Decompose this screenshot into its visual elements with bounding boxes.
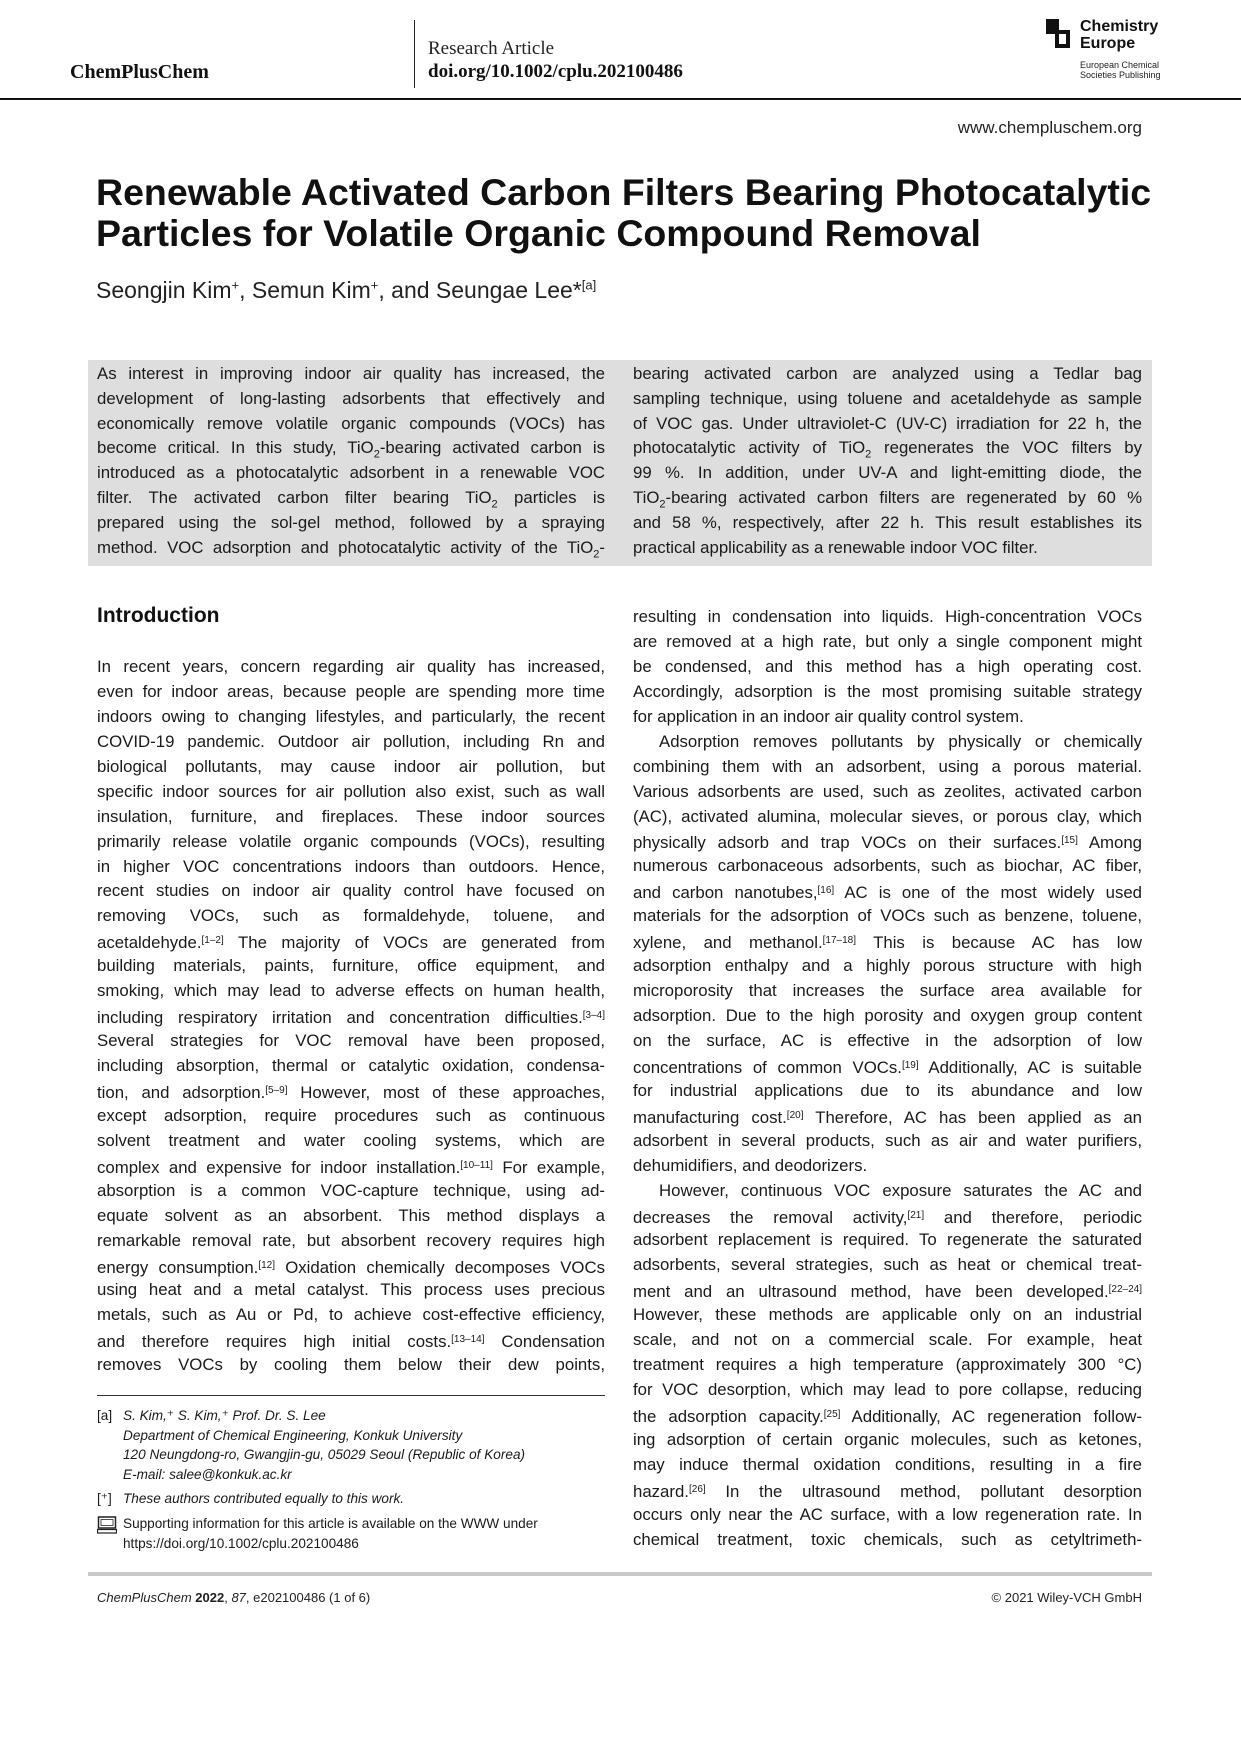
text-line: for VOC desorption, which may lead to pore collapse, reducing (633, 1380, 1142, 1400)
text-line: using heat and a metal catalyst. This process uses precious (97, 1280, 605, 1300)
text-line: Accordingly, adsorption is the most promising suitable strategy (633, 681, 1142, 701)
text-line: even for indoor areas, because people are spending more time (97, 681, 605, 701)
text-line: hazard.[26] In the ultrasound method, pollutant desorption (633, 1481, 1142, 1501)
text-line: ment and an ultrasound method, have been developed.[22–24] (633, 1282, 1142, 1302)
chemistry-europe-logo-icon (1046, 19, 1076, 51)
text-line: and therefore requires high initial costs.[13–14] Condensation (97, 1332, 605, 1352)
article-title (96, 172, 1156, 254)
text-line: metals, such as Au or Pd, to achieve cost-effective efficiency, (97, 1305, 605, 1325)
text-line: tion, and adsorption.[5–9] However, most of these approaches, (97, 1082, 605, 1102)
author: Semun Kim (251, 277, 371, 303)
text-line: economically remove volatile organic compounds (VOCs) has (97, 413, 605, 433)
text-line: of VOC gas. Under ultraviolet-C (UV-C) irradiation for 22 h, the (633, 413, 1142, 433)
journal-name: ChemPlusChem (70, 61, 209, 83)
doi-link[interactable]: doi.org/10.1002/cplu.202100486 (428, 61, 683, 82)
computer-icon (97, 1516, 117, 1534)
text-line: Several strategies for VOC removal have been proposed, (97, 1031, 605, 1051)
title-line: Renewable Activated Carbon Filters Bearing Photocatalytic (96, 171, 1152, 213)
text-line: resulting in condensation into liquids. High-concentration VOCs (633, 607, 1142, 626)
text-line: insulation, furniture, and fireplaces. These indoor sources (97, 806, 605, 826)
text-line: Various adsorbents are used, such as zeolites, activated carbon (633, 781, 1142, 801)
text-line: In recent years, concern regarding air quality has increased, (97, 657, 605, 676)
text-line: are removed at a high rate, but only a single component might (633, 631, 1142, 651)
footnote-supporting-info: Supporting information for this article is available on the WWW under https://doi.org/10.1002/cplu.202100486 (97, 1514, 605, 1553)
text-line: adsorbent replacement is required. To regenerate the saturated (633, 1230, 1142, 1250)
text-line: adsorbent in several products, such as air and water purifiers, (633, 1130, 1142, 1150)
abstract-right-column (633, 362, 1142, 560)
text-line: (AC), activated alumina, molecular sieves, or porous clay, which (633, 806, 1142, 826)
text-line: 99 %. In addition, under UV-A and light-emitting diode, the (633, 463, 1142, 483)
email-link[interactable]: E-mail: salee@konkuk.ac.kr (123, 1466, 292, 1482)
text-line: for application in an indoor air quality control system. (633, 706, 1024, 726)
text-line: acetaldehyde.[1–2] The majority of VOCs are generated from (97, 933, 605, 953)
supporting-info-link[interactable]: https://doi.org/10.1002/cplu.202100486 (123, 1535, 359, 1551)
text-line: adsorption enthalpy and a highly porous structure with high (633, 956, 1142, 976)
text-line: However, these methods are applicable only on an industrial (633, 1305, 1142, 1325)
author: Seongjin Kim (96, 277, 232, 303)
publisher-subtitle: European Chemical Societies Publishing (1080, 60, 1161, 80)
text-line: including absorption, thermal or catalytic oxidation, condensa- (97, 1056, 605, 1075)
body-left-column (97, 655, 605, 1378)
text-line: introduced as a photocatalytic adsorbent in a renewable VOC (97, 463, 605, 483)
footnote-equal-contribution: [⁺] These authors contributed equally to this work. (97, 1491, 405, 1506)
footer-copyright: © 2021 Wiley-VCH GmbH (991, 1590, 1142, 1605)
author-list: Seongjin Kim+, Semun Kim+, and Seungae Lee*[a] (96, 277, 597, 303)
text-line: dehumidifiers, and deodorizers. (633, 1155, 868, 1175)
text-line: development of long-lasting adsorbents that effectively and (97, 388, 605, 408)
header-divider (414, 20, 415, 88)
text-line: bearing activated carbon are analyzed using a Tedlar bag (633, 364, 1142, 383)
text-line: numerous carbonaceous adsorbents, such as biochar, AC fiber, (633, 856, 1142, 876)
text-line: materials for the adsorption of VOCs such as benzene, toluene, (633, 906, 1142, 926)
text-line: scale, and not on a commercial scale. For example, heat (633, 1330, 1142, 1350)
text-line: manufacturing cost.[20] Therefore, AC has been applied as an (633, 1107, 1142, 1127)
text-line: may induce thermal oxidation conditions, resulting in a fire (633, 1454, 1142, 1474)
article-type: Research Article (428, 38, 555, 59)
text-line: concentrations of common VOCs.[19] Additionally, AC is suitable (633, 1057, 1142, 1077)
text-line: become critical. In this study, TiO$_2$-bearing activated carbon is (97, 438, 605, 461)
text-line: prepared using the sol-gel method, followed by a spraying (97, 512, 605, 532)
text-line: practical applicability as a renewable indoor VOC filter. (633, 537, 1038, 557)
text-line: for industrial applications due to its abundance and low (633, 1080, 1142, 1100)
text-line: removing VOCs, such as formaldehyde, toluene, and (97, 906, 605, 926)
text-line: Adsorption removes pollutants by physically or chemically (659, 731, 1142, 751)
text-line: occurs only near the AC surface, with a low regeneration rate. In (633, 1504, 1142, 1524)
text-line: photocatalytic activity of TiO$_2$ regenerates the VOC filters by (633, 438, 1142, 461)
text-line: combining them with an adsorbent, using a porous material. (633, 756, 1142, 776)
text-line: removes VOCs by cooling them below their dew points, (97, 1355, 605, 1375)
text-line: adsorbents, several strategies, such as heat or chemical treat- (633, 1255, 1142, 1275)
text-line: the adsorption capacity.[25] Additionally, AC regeneration follow- (633, 1407, 1142, 1426)
text-line: including respiratory irritation and concentration difficulties.[3–4] (97, 1008, 605, 1028)
text-line: complex and expensive for indoor installation.[10–11] For example, (97, 1157, 605, 1177)
footnote-affiliation: [a] S. Kim,⁺ S. Kim,⁺ Prof. Dr. S. Lee Department of Chemical Engineering, Konkuk University 120 Neungdong-ro, Gwangjin-gu, 05029 Seoul (Republic of Korea) E-mail: salee@konkuk.ac.kr (97, 1406, 605, 1484)
author: Seungae Lee* (435, 277, 582, 303)
text-line: chemical treatment, toxic chemicals, such as cetyltrimeth- (633, 1529, 1142, 1549)
publisher-name: Chemistry Europe (1080, 18, 1159, 52)
abstract-left-column (97, 362, 605, 560)
text-line: sampling technique, using toluene and acetaldehyde as sample (633, 388, 1142, 408)
text-line: treatment requires a high temperature (approximately 300 °C) (633, 1355, 1142, 1375)
text-line: TiO$_2$-bearing activated carbon filters are regenerated by 60 % (633, 487, 1142, 511)
text-line: remarkable removal rate, but absorbent recovery requires high (97, 1230, 605, 1250)
text-line: biological pollutants, may cause indoor air pollution, but (97, 756, 605, 776)
text-line: and 58 %, respectively, after 22 h. This result establishes its (633, 512, 1142, 532)
text-line: specific indoor sources for air pollution also exist, such as wall (97, 781, 605, 801)
text-line: be condensed, and this method has a high operating cost. (633, 656, 1142, 676)
text-line: ing adsorption of certain organic molecules, such as ketones, (633, 1429, 1142, 1449)
footnote-rule (97, 1395, 605, 1396)
text-line: physically adsorb and trap VOCs on their surfaces.[15] Among (633, 833, 1142, 853)
text-line: xylene, and methanol.[17–18] This is because AC has low (633, 933, 1142, 953)
text-line: recent studies on indoor air quality control have focused on (97, 881, 605, 901)
text-line: However, continuous VOC exposure saturates the AC and (659, 1180, 1142, 1200)
website-link[interactable]: www.chempluschem.org (957, 118, 1142, 137)
text-line: decreases the removal activity,[21] and therefore, periodic (633, 1207, 1142, 1227)
footer-rule (88, 1572, 1152, 1576)
text-line: filter. The activated carbon filter bearing TiO$_2$ particles is (97, 487, 605, 511)
text-line: absorption is a common VOC-capture technique, using ad- (97, 1180, 605, 1200)
text-line: indoors owing to changing lifestyles, and particularly, the recent (97, 706, 605, 726)
text-line: except adsorption, require procedures such as continuous (97, 1105, 605, 1125)
footer-citation: ChemPlusChem 2022, 87, e202100486 (1 of 6) (97, 1590, 371, 1605)
section-heading: Introduction (97, 604, 220, 627)
text-line: equate solvent as an absorbent. This method displays a (97, 1205, 605, 1225)
body-right-column (633, 605, 1142, 1553)
text-line: on the surface, AC is effective in the adsorption of low (633, 1030, 1142, 1050)
text-line: microporosity that increases the surface area available for (633, 981, 1142, 1001)
text-line: energy consumption.[12] Oxidation chemically decomposes VOCs (97, 1257, 605, 1277)
text-line: adsorption. Due to the high porosity and oxygen group content (633, 1006, 1142, 1025)
text-line: smoking, which may lead to adverse effects on human health, (97, 981, 605, 1001)
header-rule (0, 98, 1241, 100)
text-line: primarily release volatile organic compounds (VOCs), resulting (97, 831, 605, 851)
text-line: in higher VOC concentrations indoors than outdoors. Hence, (97, 856, 605, 876)
text-line: solvent treatment and water cooling systems, which are (97, 1130, 605, 1150)
text-line: and carbon nanotubes,[16] AC is one of the most widely used (633, 883, 1142, 903)
text-line: method. VOC adsorption and photocatalytic activity of the TiO$_2$- (97, 537, 605, 560)
text-line: As interest in improving indoor air quality has increased, the (97, 364, 605, 383)
title-line: Particles for Volatile Organic Compound Removal (96, 212, 981, 254)
text-line: building materials, paints, furniture, office equipment, and (97, 956, 605, 976)
text-line: COVID-19 pandemic. Outdoor air pollution, including Rn and (97, 731, 605, 751)
